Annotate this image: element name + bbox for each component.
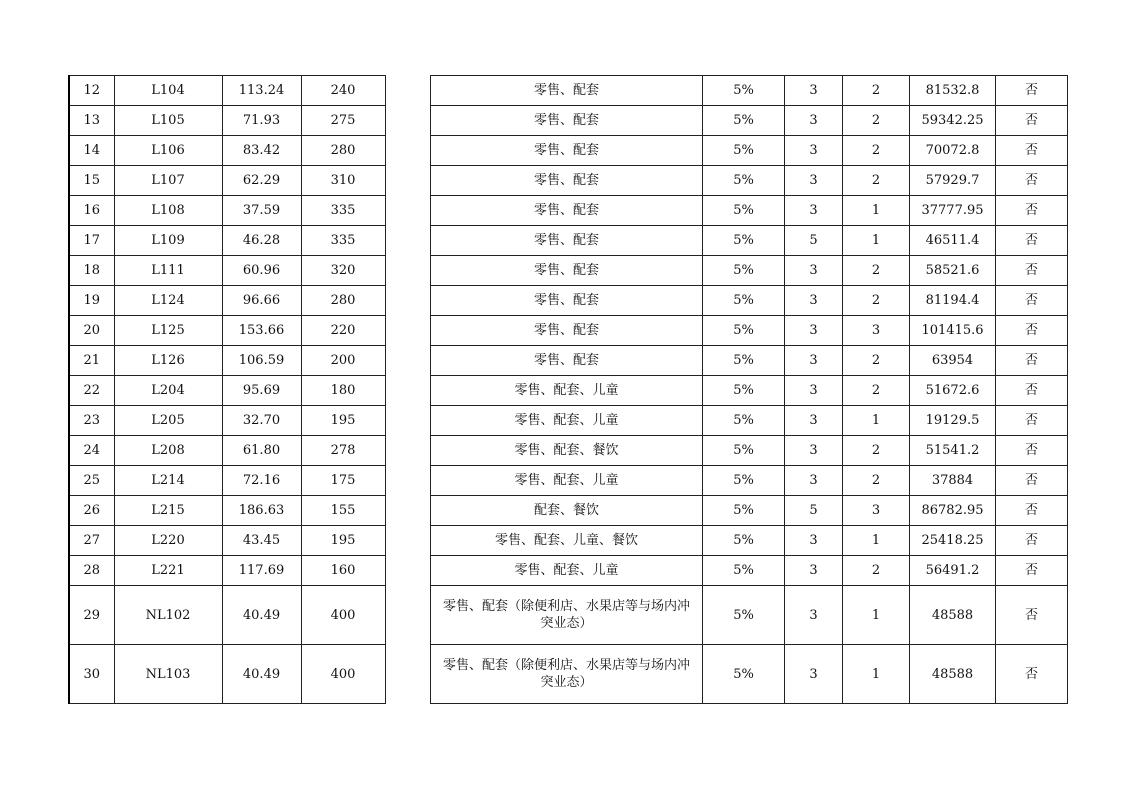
cell-value-a: 3 (785, 316, 843, 346)
table-row (431, 496, 1068, 526)
cell-amount: 57929.7 (910, 166, 996, 196)
table-row (431, 376, 1068, 406)
cell-business-type: 零售、配套 (431, 136, 703, 166)
cell-unit-code: L124 (114, 286, 222, 316)
cell-value-b: 2 (843, 136, 910, 166)
cell-rate: 5% (703, 76, 785, 106)
table-row (431, 316, 1068, 346)
cell-area: 117.69 (222, 556, 301, 586)
cell-amount: 51672.6 (910, 376, 996, 406)
cell-value-a: 5 (785, 496, 843, 526)
cell-flag: 否 (996, 496, 1068, 526)
right-table-body (431, 76, 1068, 704)
cell-value-b: 2 (843, 166, 910, 196)
cell-business-type: 零售、配套 (431, 286, 703, 316)
cell-amount: 19129.5 (910, 406, 996, 436)
cell-area: 46.28 (222, 226, 301, 256)
cell-business-type: 零售、配套、儿童、餐饮 (431, 526, 703, 556)
cell-row-number: 20 (69, 316, 114, 346)
cell-value-a: 3 (785, 556, 843, 586)
cell-area: 106.59 (222, 346, 301, 376)
cell-price: 160 (301, 556, 385, 586)
cell-unit-code: L109 (114, 226, 222, 256)
cell-area: 62.29 (222, 166, 301, 196)
cell-business-type: 零售、配套（除便利店、水果店等与场内冲突业态） (431, 645, 703, 704)
cell-rate: 5% (703, 136, 785, 166)
cell-flag: 否 (996, 76, 1068, 106)
cell-price: 180 (301, 376, 385, 406)
cell-unit-code: NL102 (114, 586, 222, 645)
cell-area: 113.24 (222, 76, 301, 106)
cell-amount: 51541.2 (910, 436, 996, 466)
cell-unit-code: L126 (114, 346, 222, 376)
cell-row-number: 15 (69, 166, 114, 196)
cell-price: 275 (301, 106, 385, 136)
cell-price: 335 (301, 196, 385, 226)
cell-flag: 否 (996, 586, 1068, 645)
cell-row-number: 16 (69, 196, 114, 226)
cell-amount: 81194.4 (910, 286, 996, 316)
cell-price: 310 (301, 166, 385, 196)
cell-row-number: 19 (69, 286, 114, 316)
cell-amount: 48588 (910, 586, 996, 645)
cell-flag: 否 (996, 106, 1068, 136)
table-row (431, 466, 1068, 496)
cell-rate: 5% (703, 586, 785, 645)
cell-business-type: 零售、配套、儿童 (431, 466, 703, 496)
table-row (431, 286, 1068, 316)
table-row (69, 346, 385, 376)
cell-value-a: 3 (785, 346, 843, 376)
cell-rate: 5% (703, 346, 785, 376)
cell-row-number: 12 (69, 76, 114, 106)
cell-business-type: 零售、配套 (431, 196, 703, 226)
table-row (69, 526, 385, 556)
cell-amount: 25418.25 (910, 526, 996, 556)
cell-business-type: 零售、配套、儿童 (431, 376, 703, 406)
cell-unit-code: L220 (114, 526, 222, 556)
cell-area: 95.69 (222, 376, 301, 406)
cell-area: 96.66 (222, 286, 301, 316)
cell-price: 335 (301, 226, 385, 256)
cell-row-number: 28 (69, 556, 114, 586)
cell-area: 40.49 (222, 586, 301, 645)
cell-rate: 5% (703, 645, 785, 704)
table-row (431, 586, 1068, 645)
cell-row-number: 27 (69, 526, 114, 556)
cell-unit-code: L105 (114, 106, 222, 136)
cell-value-a: 3 (785, 586, 843, 645)
cell-amount: 81532.8 (910, 76, 996, 106)
cell-rate: 5% (703, 376, 785, 406)
cell-amount: 37884 (910, 466, 996, 496)
cell-business-type: 配套、餐饮 (431, 496, 703, 526)
table-row (69, 466, 385, 496)
cell-business-type: 零售、配套 (431, 316, 703, 346)
table-row (431, 76, 1068, 106)
cell-value-b: 2 (843, 466, 910, 496)
cell-price: 195 (301, 406, 385, 436)
table-row (69, 376, 385, 406)
cell-row-number: 24 (69, 436, 114, 466)
cell-amount: 59342.25 (910, 106, 996, 136)
cell-business-type: 零售、配套、儿童 (431, 406, 703, 436)
cell-amount: 56491.2 (910, 556, 996, 586)
cell-flag: 否 (996, 556, 1068, 586)
cell-area: 83.42 (222, 136, 301, 166)
cell-value-b: 2 (843, 376, 910, 406)
cell-value-a: 3 (785, 376, 843, 406)
cell-value-b: 2 (843, 76, 910, 106)
table-row (69, 316, 385, 346)
cell-unit-code: L108 (114, 196, 222, 226)
cell-value-b: 2 (843, 106, 910, 136)
cell-rate: 5% (703, 496, 785, 526)
cell-price: 220 (301, 316, 385, 346)
table-row (431, 526, 1068, 556)
cell-price: 278 (301, 436, 385, 466)
cell-amount: 48588 (910, 645, 996, 704)
cell-value-b: 2 (843, 436, 910, 466)
cell-value-b: 1 (843, 645, 910, 704)
cell-value-b: 1 (843, 196, 910, 226)
cell-value-a: 3 (785, 286, 843, 316)
cell-rate: 5% (703, 466, 785, 496)
table-row (431, 436, 1068, 466)
cell-row-number: 25 (69, 466, 114, 496)
cell-value-a: 3 (785, 196, 843, 226)
cell-amount: 101415.6 (910, 316, 996, 346)
cell-rate: 5% (703, 316, 785, 346)
cell-flag: 否 (996, 406, 1068, 436)
cell-unit-code: L214 (114, 466, 222, 496)
cell-row-number: 18 (69, 256, 114, 286)
cell-flag: 否 (996, 466, 1068, 496)
cell-value-a: 3 (785, 76, 843, 106)
cell-unit-code: L205 (114, 406, 222, 436)
cell-rate: 5% (703, 526, 785, 556)
table-row (69, 76, 385, 106)
cell-area: 43.45 (222, 526, 301, 556)
cell-row-number: 26 (69, 496, 114, 526)
cell-flag: 否 (996, 376, 1068, 406)
cell-rate: 5% (703, 166, 785, 196)
cell-business-type: 零售、配套 (431, 106, 703, 136)
table-row (69, 106, 385, 136)
cell-area: 40.49 (222, 645, 301, 704)
cell-value-b: 2 (843, 346, 910, 376)
table-row (69, 226, 385, 256)
cell-value-a: 3 (785, 436, 843, 466)
cell-flag: 否 (996, 436, 1068, 466)
cell-area: 71.93 (222, 106, 301, 136)
cell-unit-code: L208 (114, 436, 222, 466)
cell-row-number: 13 (69, 106, 114, 136)
cell-unit-code: L221 (114, 556, 222, 586)
table-row (431, 556, 1068, 586)
cell-price: 280 (301, 136, 385, 166)
cell-flag: 否 (996, 166, 1068, 196)
left-table-body (69, 76, 385, 704)
cell-value-a: 3 (785, 526, 843, 556)
cell-flag: 否 (996, 645, 1068, 704)
cell-row-number: 17 (69, 226, 114, 256)
cell-value-b: 1 (843, 586, 910, 645)
cell-row-number: 29 (69, 586, 114, 645)
table-row (69, 586, 385, 645)
cell-amount: 46511.4 (910, 226, 996, 256)
cell-business-type: 零售、配套、儿童 (431, 556, 703, 586)
cell-business-type: 零售、配套（除便利店、水果店等与场内冲突业态） (431, 586, 703, 645)
cell-unit-code: NL103 (114, 645, 222, 704)
cell-value-b: 2 (843, 256, 910, 286)
cell-rate: 5% (703, 196, 785, 226)
cell-business-type: 零售、配套 (431, 256, 703, 286)
cell-row-number: 23 (69, 406, 114, 436)
cell-row-number: 14 (69, 136, 114, 166)
cell-row-number: 30 (69, 645, 114, 704)
left-table (68, 75, 386, 704)
cell-area: 32.70 (222, 406, 301, 436)
cell-value-a: 5 (785, 226, 843, 256)
table-row (431, 166, 1068, 196)
cell-rate: 5% (703, 226, 785, 256)
cell-flag: 否 (996, 256, 1068, 286)
table-row (431, 645, 1068, 704)
cell-row-number: 22 (69, 376, 114, 406)
cell-flag: 否 (996, 316, 1068, 346)
cell-price: 200 (301, 346, 385, 376)
cell-value-a: 3 (785, 645, 843, 704)
cell-value-a: 3 (785, 106, 843, 136)
cell-amount: 70072.8 (910, 136, 996, 166)
cell-business-type: 零售、配套、餐饮 (431, 436, 703, 466)
cell-business-type: 零售、配套 (431, 76, 703, 106)
table-row (69, 496, 385, 526)
cell-rate: 5% (703, 406, 785, 436)
right-table (430, 75, 1068, 704)
cell-amount: 63954 (910, 346, 996, 376)
table-row (69, 166, 385, 196)
cell-area: 60.96 (222, 256, 301, 286)
cell-amount: 37777.95 (910, 196, 996, 226)
cell-price: 175 (301, 466, 385, 496)
cell-flag: 否 (996, 526, 1068, 556)
cell-unit-code: L125 (114, 316, 222, 346)
table-row (431, 226, 1068, 256)
cell-flag: 否 (996, 346, 1068, 376)
table-row (69, 196, 385, 226)
table-row (431, 136, 1068, 166)
cell-area: 37.59 (222, 196, 301, 226)
cell-flag: 否 (996, 286, 1068, 316)
table-row (431, 196, 1068, 226)
cell-value-b: 1 (843, 226, 910, 256)
cell-price: 155 (301, 496, 385, 526)
cell-price: 195 (301, 526, 385, 556)
cell-unit-code: L104 (114, 76, 222, 106)
table-row (69, 406, 385, 436)
table-row (431, 346, 1068, 376)
cell-value-b: 3 (843, 316, 910, 346)
cell-rate: 5% (703, 106, 785, 136)
cell-price: 320 (301, 256, 385, 286)
table-row (69, 436, 385, 466)
cell-unit-code: L106 (114, 136, 222, 166)
cell-value-a: 3 (785, 466, 843, 496)
cell-price: 400 (301, 645, 385, 704)
cell-rate: 5% (703, 436, 785, 466)
cell-unit-code: L215 (114, 496, 222, 526)
table-row (69, 256, 385, 286)
cell-value-b: 2 (843, 286, 910, 316)
cell-amount: 86782.95 (910, 496, 996, 526)
cell-price: 240 (301, 76, 385, 106)
cell-area: 61.80 (222, 436, 301, 466)
cell-value-a: 3 (785, 256, 843, 286)
table-row (431, 106, 1068, 136)
cell-business-type: 零售、配套 (431, 166, 703, 196)
cell-flag: 否 (996, 136, 1068, 166)
cell-unit-code: L111 (114, 256, 222, 286)
cell-rate: 5% (703, 556, 785, 586)
cell-business-type: 零售、配套 (431, 346, 703, 376)
table-row (69, 286, 385, 316)
cell-value-a: 3 (785, 166, 843, 196)
cell-value-b: 3 (843, 496, 910, 526)
cell-rate: 5% (703, 256, 785, 286)
cell-area: 186.63 (222, 496, 301, 526)
table-row (69, 136, 385, 166)
cell-value-b: 1 (843, 406, 910, 436)
cell-price: 400 (301, 586, 385, 645)
cell-flag: 否 (996, 196, 1068, 226)
cell-amount: 58521.6 (910, 256, 996, 286)
cell-value-b: 1 (843, 526, 910, 556)
cell-flag: 否 (996, 226, 1068, 256)
cell-area: 153.66 (222, 316, 301, 346)
cell-unit-code: L107 (114, 166, 222, 196)
cell-business-type: 零售、配套 (431, 226, 703, 256)
cell-row-number: 21 (69, 346, 114, 376)
table-row (431, 406, 1068, 436)
cell-unit-code: L204 (114, 376, 222, 406)
cell-value-a: 3 (785, 406, 843, 436)
cell-rate: 5% (703, 286, 785, 316)
table-row (69, 556, 385, 586)
table-row (431, 256, 1068, 286)
cell-value-a: 3 (785, 136, 843, 166)
table-row (69, 645, 385, 704)
cell-value-b: 2 (843, 556, 910, 586)
cell-area: 72.16 (222, 466, 301, 496)
cell-price: 280 (301, 286, 385, 316)
